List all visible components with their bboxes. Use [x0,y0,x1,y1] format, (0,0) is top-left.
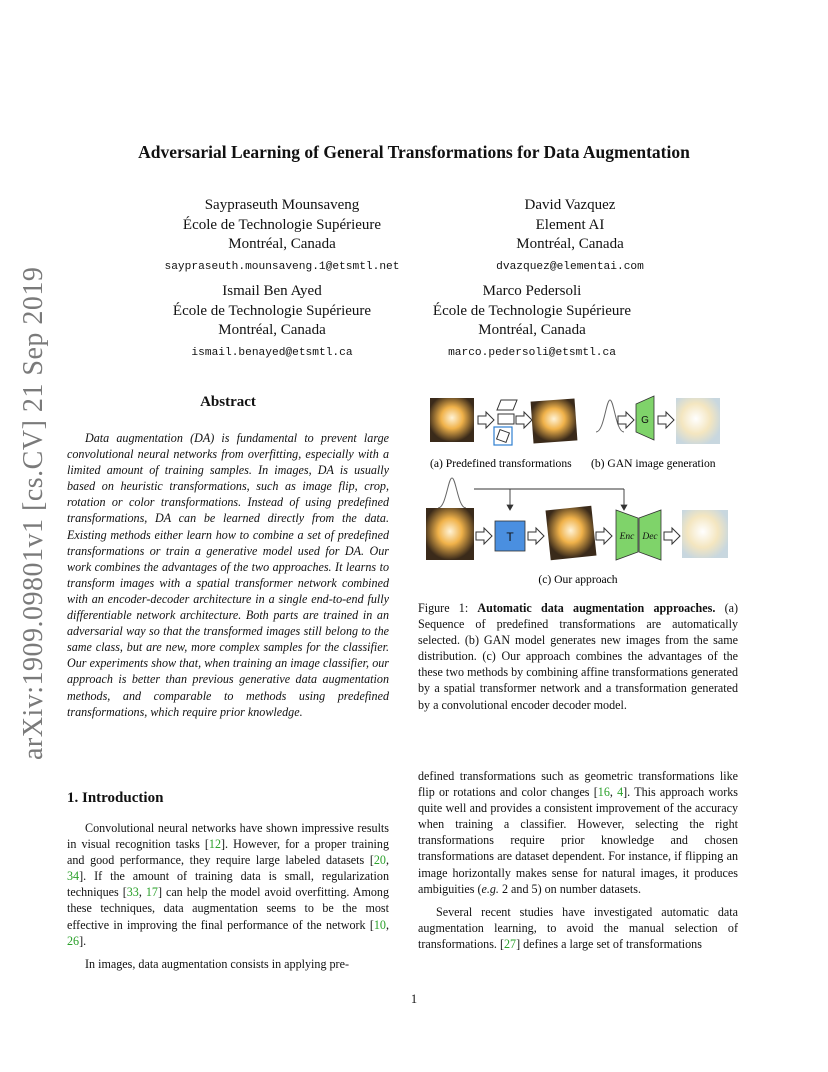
author-block [440,196,700,277]
citation-link[interactable]: 33 [126,885,139,900]
citation-link[interactable]: 17 [145,885,158,900]
author-name: Marco Pedersoli [482,283,582,299]
citation-link[interactable]: 16 [597,785,610,800]
arrow-icon [516,412,532,428]
author-email[interactable]: ismail.benayed@etsmtl.ca [191,346,353,359]
left-column-text [67,820,389,979]
page-number: 1 [410,992,418,1006]
author-affiliation: École de Technologie Supérieure [182,216,382,233]
right-column-text [418,768,738,959]
caption-text: (a) Sequence of predefined transformations are automatically selected. (b) GAN model generates new images from the same distribution. (c) Our approach combines the advantages of the these two methods by combining affine transformations generated by a spatial transformer network and a transformation generated by a convolutional encoder decoder model. [418,601,738,712]
input-fish-image [426,508,474,560]
transformed-fish-image [546,506,597,561]
paragraph: In images, data augmentation consists in applying pre- [85,956,349,971]
caption-title: Automatic data augmentation approaches. [477,601,716,615]
author-block [142,282,402,363]
encoder-label: Enc [619,532,635,542]
abstract-body: Data augmentation (DA) is fundamental to prevent large convolutional neural networks from overfitting, especially with a limited amount of training samples. In images, DA is usually based on heuristic transformations, such as image flip, crop, rotation or color transformations. Instead of using predefined transformations, DA can be learned directly from the data. Existing methods either learn how to combine a set of predefined transformations or train a generative model used for DA. Our work combines the advantages of the two approaches. It learns to transform images with a spatial transformer network combined with an encoder-decoder architecture in a single end-to-end fully differentiable network architecture. Both parts are trained in an adversarial way so that the transformed images still belong to the same class, but are new, more complex samples for the classifier. Our experiments show that, when training an image classifier, our approach is better than previous generative data augmentation methods, and comparable to methods using predefined transformations, which require prior knowledge. [67,431,389,719]
selected-transform-frame [494,427,512,445]
arrow-icon [478,412,494,428]
figure-1 [418,390,738,590]
caption-label: Figure 1: [418,601,478,615]
citation-link[interactable]: 27 [503,936,517,951]
generator-label: G [641,415,649,426]
author-name: Saypraseuth Mounsaveng [204,197,360,213]
arxiv-identifier: arXiv:1909.09801v1 [cs.CV] 21 Sep 2019 [18,266,49,760]
arrow-icon [596,528,612,544]
arrow-icon [528,528,544,544]
subfigure-c-label: (c) Our approach [538,573,618,586]
author-location: Montréal, Canada [516,236,624,252]
generated-image [676,398,720,444]
paragraph: defined transformations such as geometric transformations like flip or rotations and color changes [16, 4]. This approach works quite well and provides a consistent improvement of the accuracy when training a classifier. However, selecting the right transformations require prior knowledge and chosen transformations are dataset dependent. For instance, if flipping an image horizontally makes sense for natural images, it produces ambiguities (e.g. 2 and 5) on number datasets. [418,769,739,896]
subfigure-b-label: (b) GAN image generation [591,457,716,470]
citation-link[interactable]: 12 [208,837,222,852]
author-affiliation: Element AI [535,216,605,233]
author-email[interactable]: marco.pedersoli@etsmtl.ca [448,346,616,359]
author-affiliation: École de Technologie Supérieure [432,302,632,319]
paragraph: Several recent studies have investigated automatic data augmentation learning, to avoid the manual selection of transformations. [27] defines a large set of transformations [418,904,738,951]
transformer-label: T [506,530,514,544]
output-image [682,510,728,558]
transformed-fish-image [531,399,578,444]
citation-link[interactable]: 34 [67,869,80,884]
abstract-heading: Abstract [200,394,256,410]
citation-link[interactable]: 10 [373,917,386,932]
author-email[interactable]: saypraseuth.mounsaveng.1@etsmtl.net [164,260,400,273]
author-location: Montréal, Canada [228,236,336,252]
shear-icon [497,400,517,410]
citation-link[interactable]: 26 [67,933,80,948]
fish-image [430,398,474,442]
noise-distribution-icon [438,478,466,508]
decoder-label: Dec [642,532,658,542]
author-name: David Vazquez [524,197,616,213]
section-heading: 1. Introduction [67,790,164,806]
scale-icon [498,414,514,424]
author-block [152,196,412,277]
paper-title: Adversarial Learning of General Transformations for Data Augmentation [138,142,690,162]
author-block [402,282,662,363]
arrow-icon [658,412,674,428]
citation-link[interactable]: 4 [617,785,624,800]
paragraph: Convolutional neural networks have shown impressive results in visual recognition tasks [12]. However, for a proper training and good performance, they require large labeled datasets [20, 34]. If the amount of training data is small, regularization techniques [33, 17] can help the model avoid overfitting. Among these techniques, data augmentation seems to be the most effective in improving the final performance of the network [10, 26]. [67,821,389,948]
author-location: Montréal, Canada [218,322,326,338]
author-name: Ismail Ben Ayed [222,283,322,299]
author-affiliation: École de Technologie Supérieure [172,302,372,319]
arrow-icon [476,528,492,544]
author-location: Montréal, Canada [478,322,586,338]
citation-link[interactable]: 20 [373,853,386,868]
arrow-icon [618,412,634,428]
rotate-icon [497,430,510,443]
subfigure-a-label: (a) Predefined transformations [430,457,572,470]
arrow-icon [664,528,680,544]
author-email[interactable]: dvazquez@elementai.com [496,260,644,273]
figure-caption [418,600,738,713]
